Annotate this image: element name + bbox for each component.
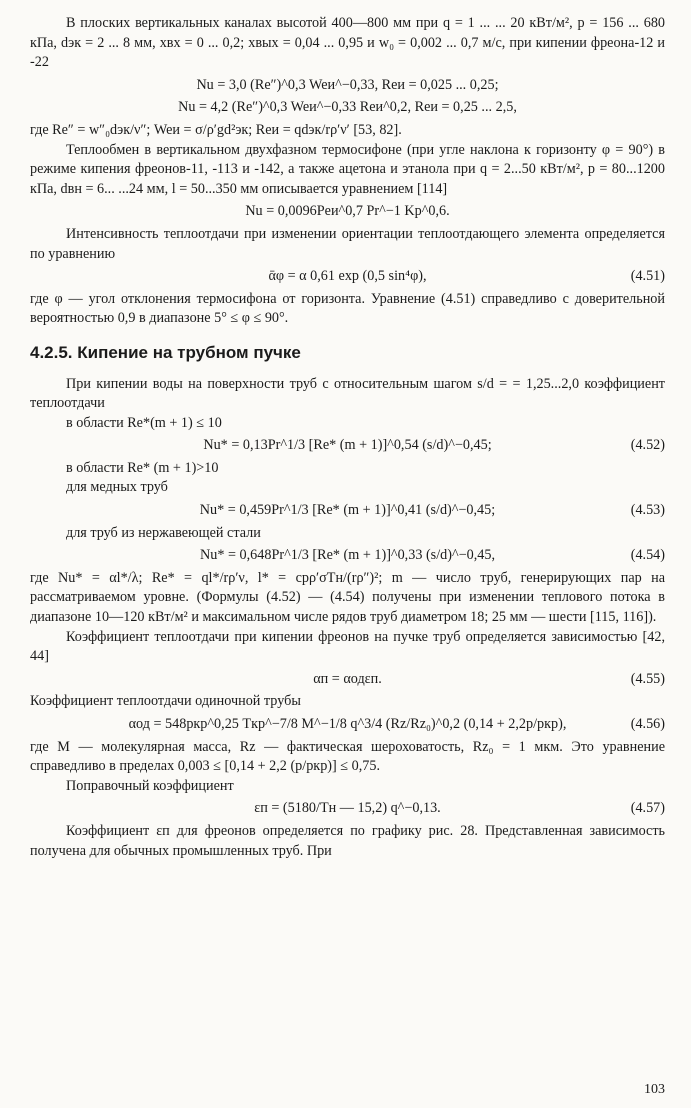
paragraph-epsilon-graph: Коэффициент εп для фреонов определяется по графику рис. 28. Представленная зависимость получена для обычных промышленных труб. При — [30, 822, 665, 859]
paragraph-freon-bundle: Коэффициент теплоотдачи при кипении фреонов на пучке труб определяется зависимостью [42, 44] — [30, 628, 665, 665]
equation-4-56-body: αод = 548pкр^0,25 Tкр^−7/8 M^−1/8 q^3/4 (Rz/Rz₀)^0,2 (0,14 + 2,2p/pкр), — [128, 716, 567, 732]
condition-re-high: в области Re* (m + 1)>10 — [66, 459, 219, 476]
equation-4-54-body: Nu* = 0,648Pr^1/3 [Re* (m + 1)]^0,33 (s/d)^−0,45, — [200, 547, 495, 564]
equation-nu-low-re: Nu = 3,0 (Re″)^0,3 Weи^−0,33, Reи = 0,025 ... 0,25; — [196, 76, 499, 93]
equation-4-57 — [30, 799, 665, 819]
page-number: 103 — [644, 1082, 665, 1098]
equation-4-52 — [30, 436, 665, 456]
paragraph-nu-definitions: где Nu* = αl*/λ; Re* = ql*/rρ′ν, l* = cpρ′σTн/(rρ″)²; m — число труб, генерирующих пар на рассматриваемом уровне. (Формулы (4.52) — (4.54) получены при изменении теплового потока в диапазоне 10—120 кВт/м² и максимальном числе рядов труб диаметром 18; 25 мм — шести [115, 116]). — [30, 569, 665, 626]
paragraph-angle-definition: где φ — угол отклонения термосифона от горизонта. Уравнение (4.51) справедливо с доверительной вероятностью 0,9 в диапазоне 5° ≤ φ ≤ 90°. — [30, 290, 665, 327]
paragraph-water-boiling: При кипении воды на поверхности труб с относительным шагом s/d = = 1,25...2,0 коэффициент теплоотдачи — [30, 375, 665, 412]
condition-steel: для труб из нержавеющей стали — [66, 524, 261, 541]
equation-nu-high-re: Nu = 4,2 (Re″)^0,3 Weи^−0,33 Reи^0,2, Reи = 0,25 ... 2,5, — [178, 99, 517, 116]
paragraph-single-tube: Коэффициент теплоотдачи одиночной трубы — [30, 693, 301, 710]
paragraph-definitions-re-we: где Re″ = w″₀dэк/ν″; Weи = σ/ρ′gd²эк; Reи = qdэк/rρ′ν′ [53, 82]. — [30, 121, 402, 138]
equation-4-56 — [30, 715, 665, 735]
equation-4-55-body: αп = αодεп. — [313, 670, 382, 687]
section-heading: 4.2.5. Кипение на трубном пучке — [30, 342, 301, 362]
paragraph-flat-channels: В плоских вертикальных каналах высотой 400—800 мм при q = 1 ... ... 20 кВт/м², p = 156 ... 680 кПа, dэк = 2 ... 8 мм, xвх = 0 ... 0,2; xвых = 0,04 ... 0,95 и w₀ = 0,002 ... 0,7 м/с, при кипении фреона-12 и -22 — [30, 15, 665, 71]
paragraph-orientation: Интенсивность теплоотдачи при изменении ориентации теплоотдающего элемента определяется по уравнению — [30, 225, 665, 262]
equation-4-57-number: (4.57) — [630, 800, 665, 817]
condition-copper: для медных труб — [66, 479, 168, 496]
equation-thermosiphon-nu: Nu = 0,0096Peи^0,7 Pr^−1 Kp^0,6. — [245, 203, 450, 220]
equation-4-52-number: (4.52) — [630, 437, 665, 454]
equation-4-57-body: εп = (5180/Tн — 15,2) q^−0,13. — [254, 800, 441, 817]
equation-4-53 — [30, 501, 665, 521]
equation-4-51-number: (4.51) — [630, 268, 665, 285]
equation-4-51 — [30, 267, 665, 287]
equation-4-55-number: (4.55) — [630, 670, 665, 687]
paragraph-molecular-mass: где M — молекулярная масса, Rz — фактическая шероховатость, Rz₀ = 1 мкм. Это уравнение справедливо в пределах 0,003 ≤ [0,14 + 2,2 (p/pкр)] ≤ 0,75. — [30, 738, 665, 775]
equation-4-53-number: (4.53) — [630, 502, 665, 519]
condition-re-low: в области Re*(m + 1) ≤ 10 — [66, 414, 222, 431]
equation-4-54-number: (4.54) — [630, 547, 665, 564]
paragraph-thermosiphon: Теплообмен в вертикальном двухфазном термосифоне (при угле наклона к горизонту φ = 90°) в режиме кипения фреонов-11, -113 и -142, а также ацетона и этанола при q = 2...50 кВт/м², p = 80...1200 кПа, dвн = 6... ...24 мм, l = 50...350 мм описывается уравнением [114] — [30, 141, 665, 197]
equation-4-52-body: Nu* = 0,13Pr^1/3 [Re* (m + 1)]^0,54 (s/d)^−0,45; — [203, 437, 492, 454]
equation-4-54 — [30, 546, 665, 566]
paragraph-correction: Поправочный коэффициент — [66, 777, 234, 794]
equation-4-55 — [30, 670, 665, 690]
equation-4-51-body: ᾱφ = α 0,61 exp (0,5 sin⁴φ), — [268, 268, 427, 285]
equation-4-56-number: (4.56) — [630, 716, 665, 732]
equation-4-53-body: Nu* = 0,459Pr^1/3 [Re* (m + 1)]^0,41 (s/d)^−0,45; — [199, 502, 496, 519]
